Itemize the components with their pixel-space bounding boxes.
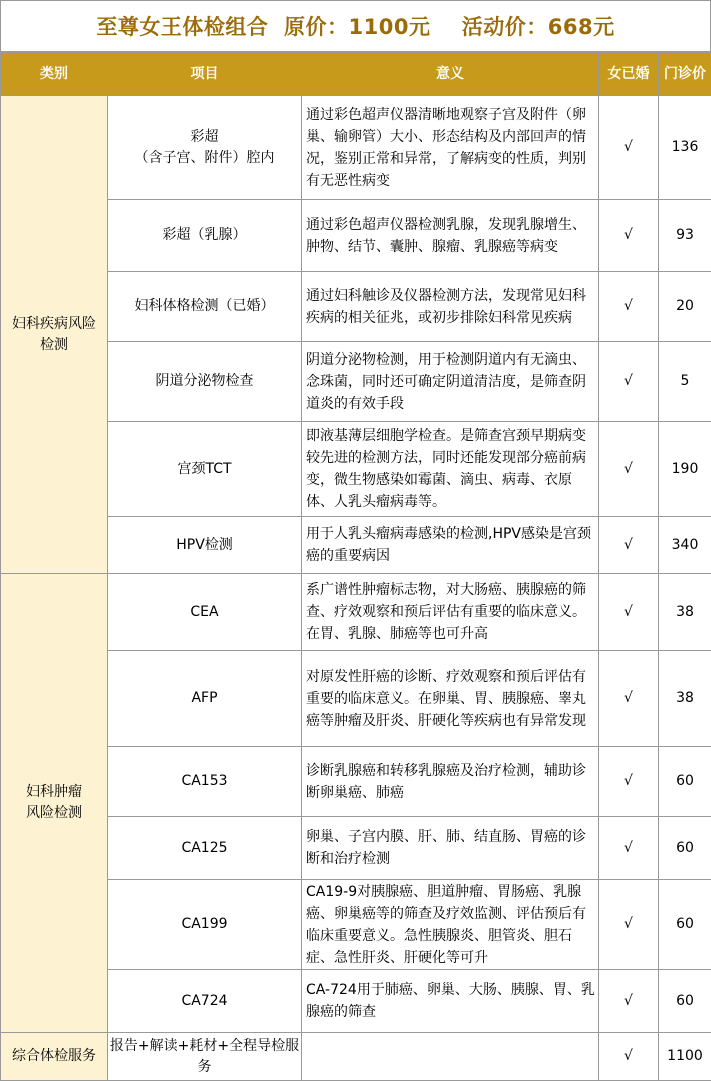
category-cell [1,96,108,574]
description-cell: 系广谱性肿瘤标志物，对大肠癌、胰腺癌的筛查、疗效观察和预后评估有重要的临床意义。在胃、乳腺、肺癌等也可升高 [302,574,599,651]
description-cell: CA-724用于肺癌、卵巢、大肠、胰腺、胃、乳腺癌的筛查 [302,970,599,1033]
check-mark: √ [599,651,659,747]
check-mark: √ [599,970,659,1033]
table-row [1,96,711,200]
price-cell: 190 [659,422,711,517]
check-mark: √ [599,272,659,342]
table-row [1,747,711,817]
item-cell: 报告+解读+耗材+全程导检服务 [108,1033,302,1081]
table-row [1,200,711,272]
header-meaning: 意义 [302,53,599,96]
price-cell: 1100 [659,1033,711,1081]
table-row [1,1033,711,1081]
page-title: 至尊女王体检组合 原价：1100元 活动价：668元 [0,0,711,52]
description-cell: 诊断乳腺癌和转移乳腺癌及治疗检测，辅助诊断卵巢癌、肺癌 [302,747,599,817]
category-label: 妇科疾病风险 检测 [12,314,96,356]
price-cell: 38 [659,574,711,651]
header-clinic-price: 门诊价 [659,53,711,96]
category-cell [1,574,108,1033]
header-married-female: 女已婚 [599,53,659,96]
check-mark: √ [599,574,659,651]
price-cell: 60 [659,880,711,970]
description-cell: 对原发性肝癌的诊断、疗效观察和预后评估有重要的临床意义。在卵巢、胃、胰腺癌、睾丸癌等肿瘤及肝炎、肝硬化等疾病也有异常发现 [302,651,599,747]
package-table [0,52,711,1081]
check-mark: √ [599,517,659,574]
price-cell: 60 [659,747,711,817]
table-row [1,574,711,651]
price-cell: 38 [659,651,711,747]
check-mark: √ [599,200,659,272]
table-row [1,651,711,747]
item-cell: 妇科体格检测（已婚） [108,272,302,342]
item-cell: CA199 [108,880,302,970]
price-cell: 20 [659,272,711,342]
price-cell: 340 [659,517,711,574]
check-mark: √ [599,747,659,817]
category-label: 妇科肿瘤 风险检测 [26,782,82,824]
table-row [1,422,711,517]
description-cell: 阴道分泌物检测，用于检测阴道内有无滴虫、念珠菌，同时还可确定阴道清洁度，是筛查阴道炎的有效手段 [302,342,599,422]
price-cell: 136 [659,96,711,200]
table-row [1,970,711,1033]
item-cell [108,96,302,200]
price-cell: 93 [659,200,711,272]
description-cell: 即液基薄层细胞学检查。是筛查宫颈早期病变较先进的检测方法，同时还能发现部分癌前病变，微生物感染如霉菌、滴虫、病毒、衣原体、人乳头瘤病毒等。 [302,422,599,517]
description-cell: 通过彩色超声仪器检测乳腺，发现乳腺增生、肿物、结节、囊肿、腺瘤、乳腺癌等病变 [302,200,599,272]
price-cell: 60 [659,970,711,1033]
table-header-row [1,53,711,96]
table-row [1,342,711,422]
item-cell: CA125 [108,817,302,880]
check-mark: √ [599,342,659,422]
item-cell: 宫颈TCT [108,422,302,517]
header-category: 类别 [1,53,108,96]
item-cell: CA724 [108,970,302,1033]
check-mark: √ [599,1033,659,1081]
category-cell: 综合体检服务 [1,1033,108,1081]
table-row [1,517,711,574]
item-cell: HPV检测 [108,517,302,574]
description-cell [302,1033,599,1081]
check-mark: √ [599,422,659,517]
check-mark: √ [599,817,659,880]
price-cell: 5 [659,342,711,422]
header-item: 项目 [108,53,302,96]
item-cell: 阴道分泌物检查 [108,342,302,422]
check-mark: √ [599,880,659,970]
description-cell: 卵巢、子宫内膜、肝、肺、结直肠、胃癌的诊断和治疗检测 [302,817,599,880]
item-cell: 彩超（乳腺） [108,200,302,272]
check-mark: √ [599,96,659,200]
item-cell: AFP [108,651,302,747]
item-cell: CA153 [108,747,302,817]
item-label: 彩超 （含子宫、附件）腔内 [135,127,275,169]
description-cell: 用于人乳头瘤病毒感染的检测,HPV感染是宫颈癌的重要病因 [302,517,599,574]
item-cell: CEA [108,574,302,651]
table-row [1,272,711,342]
description-cell: 通过妇科触诊及仪器检测方法，发现常见妇科疾病的相关征兆，或初步排除妇科常见疾病 [302,272,599,342]
description-cell: CA19-9对胰腺癌、胆道肿瘤、胃肠癌、乳腺癌、卵巢癌等的筛查及疗效监测、评估预后有临床重要意义。急性胰腺炎、胆管炎、胆石症、急性肝炎、肝硬化等可升 [302,880,599,970]
price-cell: 60 [659,817,711,880]
table-row [1,880,711,970]
table-row [1,817,711,880]
description-cell: 通过彩色超声仪器清晰地观察子宫及附件（卵巢、输卵管）大小、形态结构及内部回声的情况，鉴别正常和异常，了解病变的性质，判别有无恶性病变 [302,96,599,200]
